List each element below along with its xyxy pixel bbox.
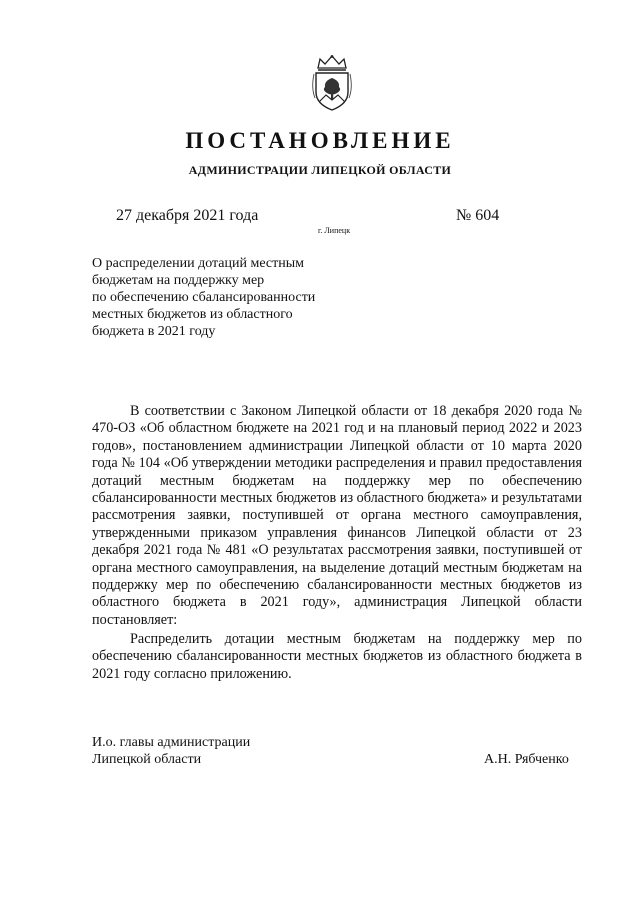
document-title: ПОСТАНОВЛЕНИЕ	[185, 128, 455, 153]
body-paragraph-resolution: Распределить дотации местным бюджетам на поддержку мер по обеспечению сбалансированности местных бюджетов из областного бюджета в 2021 году согласно приложению.	[92, 631, 582, 682]
signature-position	[92, 734, 250, 768]
heading-line: местных бюджетов из областного	[92, 307, 293, 322]
signature-position-line: Липецкой области	[92, 752, 202, 767]
signature-name: А.Н. Рябченко	[484, 752, 569, 767]
document-number: № 604	[456, 207, 500, 224]
heading-line: бюджета в 2021 году	[92, 324, 216, 339]
heading-line: О распределении дотаций местным	[92, 256, 305, 271]
lipetsk-coat-of-arms-icon	[310, 54, 354, 112]
document-place: г. Липецк	[318, 226, 351, 235]
heading-line: по обеспечению сбалансированности	[92, 290, 316, 305]
signature-position-line: И.о. главы администрации	[92, 735, 251, 750]
document-subtitle: АДМИНИСТРАЦИИ ЛИПЕЦКОЙ ОБЛАСТИ	[188, 163, 452, 177]
document-heading	[92, 255, 372, 340]
body-paragraph-preamble: В соответствии с Законом Липецкой области от 18 декабря 2020 года № 470-ОЗ «Об областном бюджете на 2021 год и на плановый период 2022 и 2023 годов», постановлением администрации Липецкой области от 10 марта 2020 года № 104 «Об утверждении методики распределения и правил предоставления дотаций местным бюджетам на поддержку мер по обеспечению сбалансированности местных бюджетов из областного бюджета» и результатами рассмотрения заявки, поступившей от органа местного самоуправления, утвержденными приказом управления финансов Липецкой области от 23 декабря 2021 года № 481 «О результатах рассмотрения заявки, поступившей от органа местного самоуправления, на выделение дотаций местным бюджетам на поддержку мер по обеспечению сбалансированности местных бюджетов из областного бюджета в 2021 году», администрация Липецкой области постановляет:	[92, 403, 582, 628]
document-date: 27 декабря 2021 года	[116, 207, 259, 224]
heading-line: бюджетам на поддержку мер	[92, 273, 265, 288]
